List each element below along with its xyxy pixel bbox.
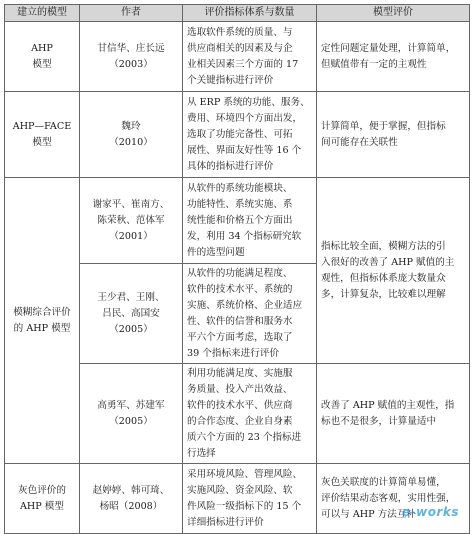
evaluation-cell: 灰色关联度的计算简单易懂， 评价结果动态客观，实用性强， 可以与 AHP 方法互补 (317, 464, 470, 534)
header-row (5, 5, 470, 22)
author-cell: 甘信华、庄长远 （2003） (80, 22, 183, 92)
author-cell: 谢家平、崔南方、 陈荣秋、范体军 （2001） (80, 178, 183, 264)
watermark-logo (402, 505, 459, 519)
header-system: 评价指标体系与数量 (183, 5, 317, 22)
evaluation-cell: 改善了 AHP 赋值的主观性，指 标也不是很多，计算量适中 (317, 364, 470, 464)
evaluation-cell: 计算简单，便于掌握，但指标 间可能存在关联性 (317, 92, 470, 178)
table-row (5, 464, 470, 534)
table-row (5, 178, 470, 264)
system-cell: 利用功能满足度、实施服 务质量、投入产出效益、 软件的技术水平、供应商 的合作态度、企业自身素 质六个方面的 23 个指标进 行选择 (183, 364, 317, 464)
author-cell: 高勇军、苏建军 （2005） (80, 364, 183, 464)
document-page (4, 4, 469, 528)
author-cell: 魏玲 （2010） (80, 92, 183, 178)
author-cell: 王少君、王刚、 吕民、高国安 （2005） (80, 264, 183, 364)
header-evaluation: 模型评价 (317, 5, 470, 22)
system-cell: 从软件的系统功能模块、 功能特性、系统实施、系 统性能和价格五个方面出 发，利用 34 个指标研究软 件的选型问题 (183, 178, 317, 264)
watermark-text: e-works (402, 505, 459, 519)
table-row (5, 92, 470, 178)
header-author: 作者 (80, 5, 183, 22)
model-cell: 模糊综合评价 的 AHP 模型 (5, 178, 80, 464)
table-row (5, 22, 470, 92)
evaluation-cell: 指标比较全面，模糊方法的引 入很好的改善了 AHP 赋值的主 观性，但指标体系庞大数量众 多，计算复杂，比较难以理解 (317, 178, 470, 364)
evaluation-cell: 定性问题定量处理，计算简单， 但赋值带有一定的主观性 (317, 22, 470, 92)
header-model: 建立的模型 (5, 5, 80, 22)
system-cell: 从软件的功能满足程度、 软件的技术水平、系统的 实施、系统价格、企业适应 性、软件的信誉和服务水 平六个方面考虑，选取了 39 个指标来进行评价 (183, 264, 317, 364)
system-cell: 选取软件系统的质量、与 供应商相关的因素及与企 业相关因素三个方面的 17 个关键指标进行评价 (183, 22, 317, 92)
model-cell: 灰色评价的 AHP 模型 (5, 464, 80, 534)
system-cell: 从 ERP 系统的功能、服务、 费用、环境四个方面出发， 选取了功能完备性、可拓 展性、界面友好性等 16 个 具体的指标进行评价 (183, 92, 317, 178)
system-cell: 采用环境风险、管理风险、 实施风险、资金风险、软 件风险一级指标下的 15 个 详细指标进行评价 (183, 464, 317, 534)
model-cell: AHP 模型 (5, 22, 80, 92)
model-cell: AHP—FACE 模型 (5, 92, 80, 178)
model-comparison-table (4, 4, 470, 534)
author-cell: 赵婷婷、韩可琦、 杨昭（2008） (80, 464, 183, 534)
